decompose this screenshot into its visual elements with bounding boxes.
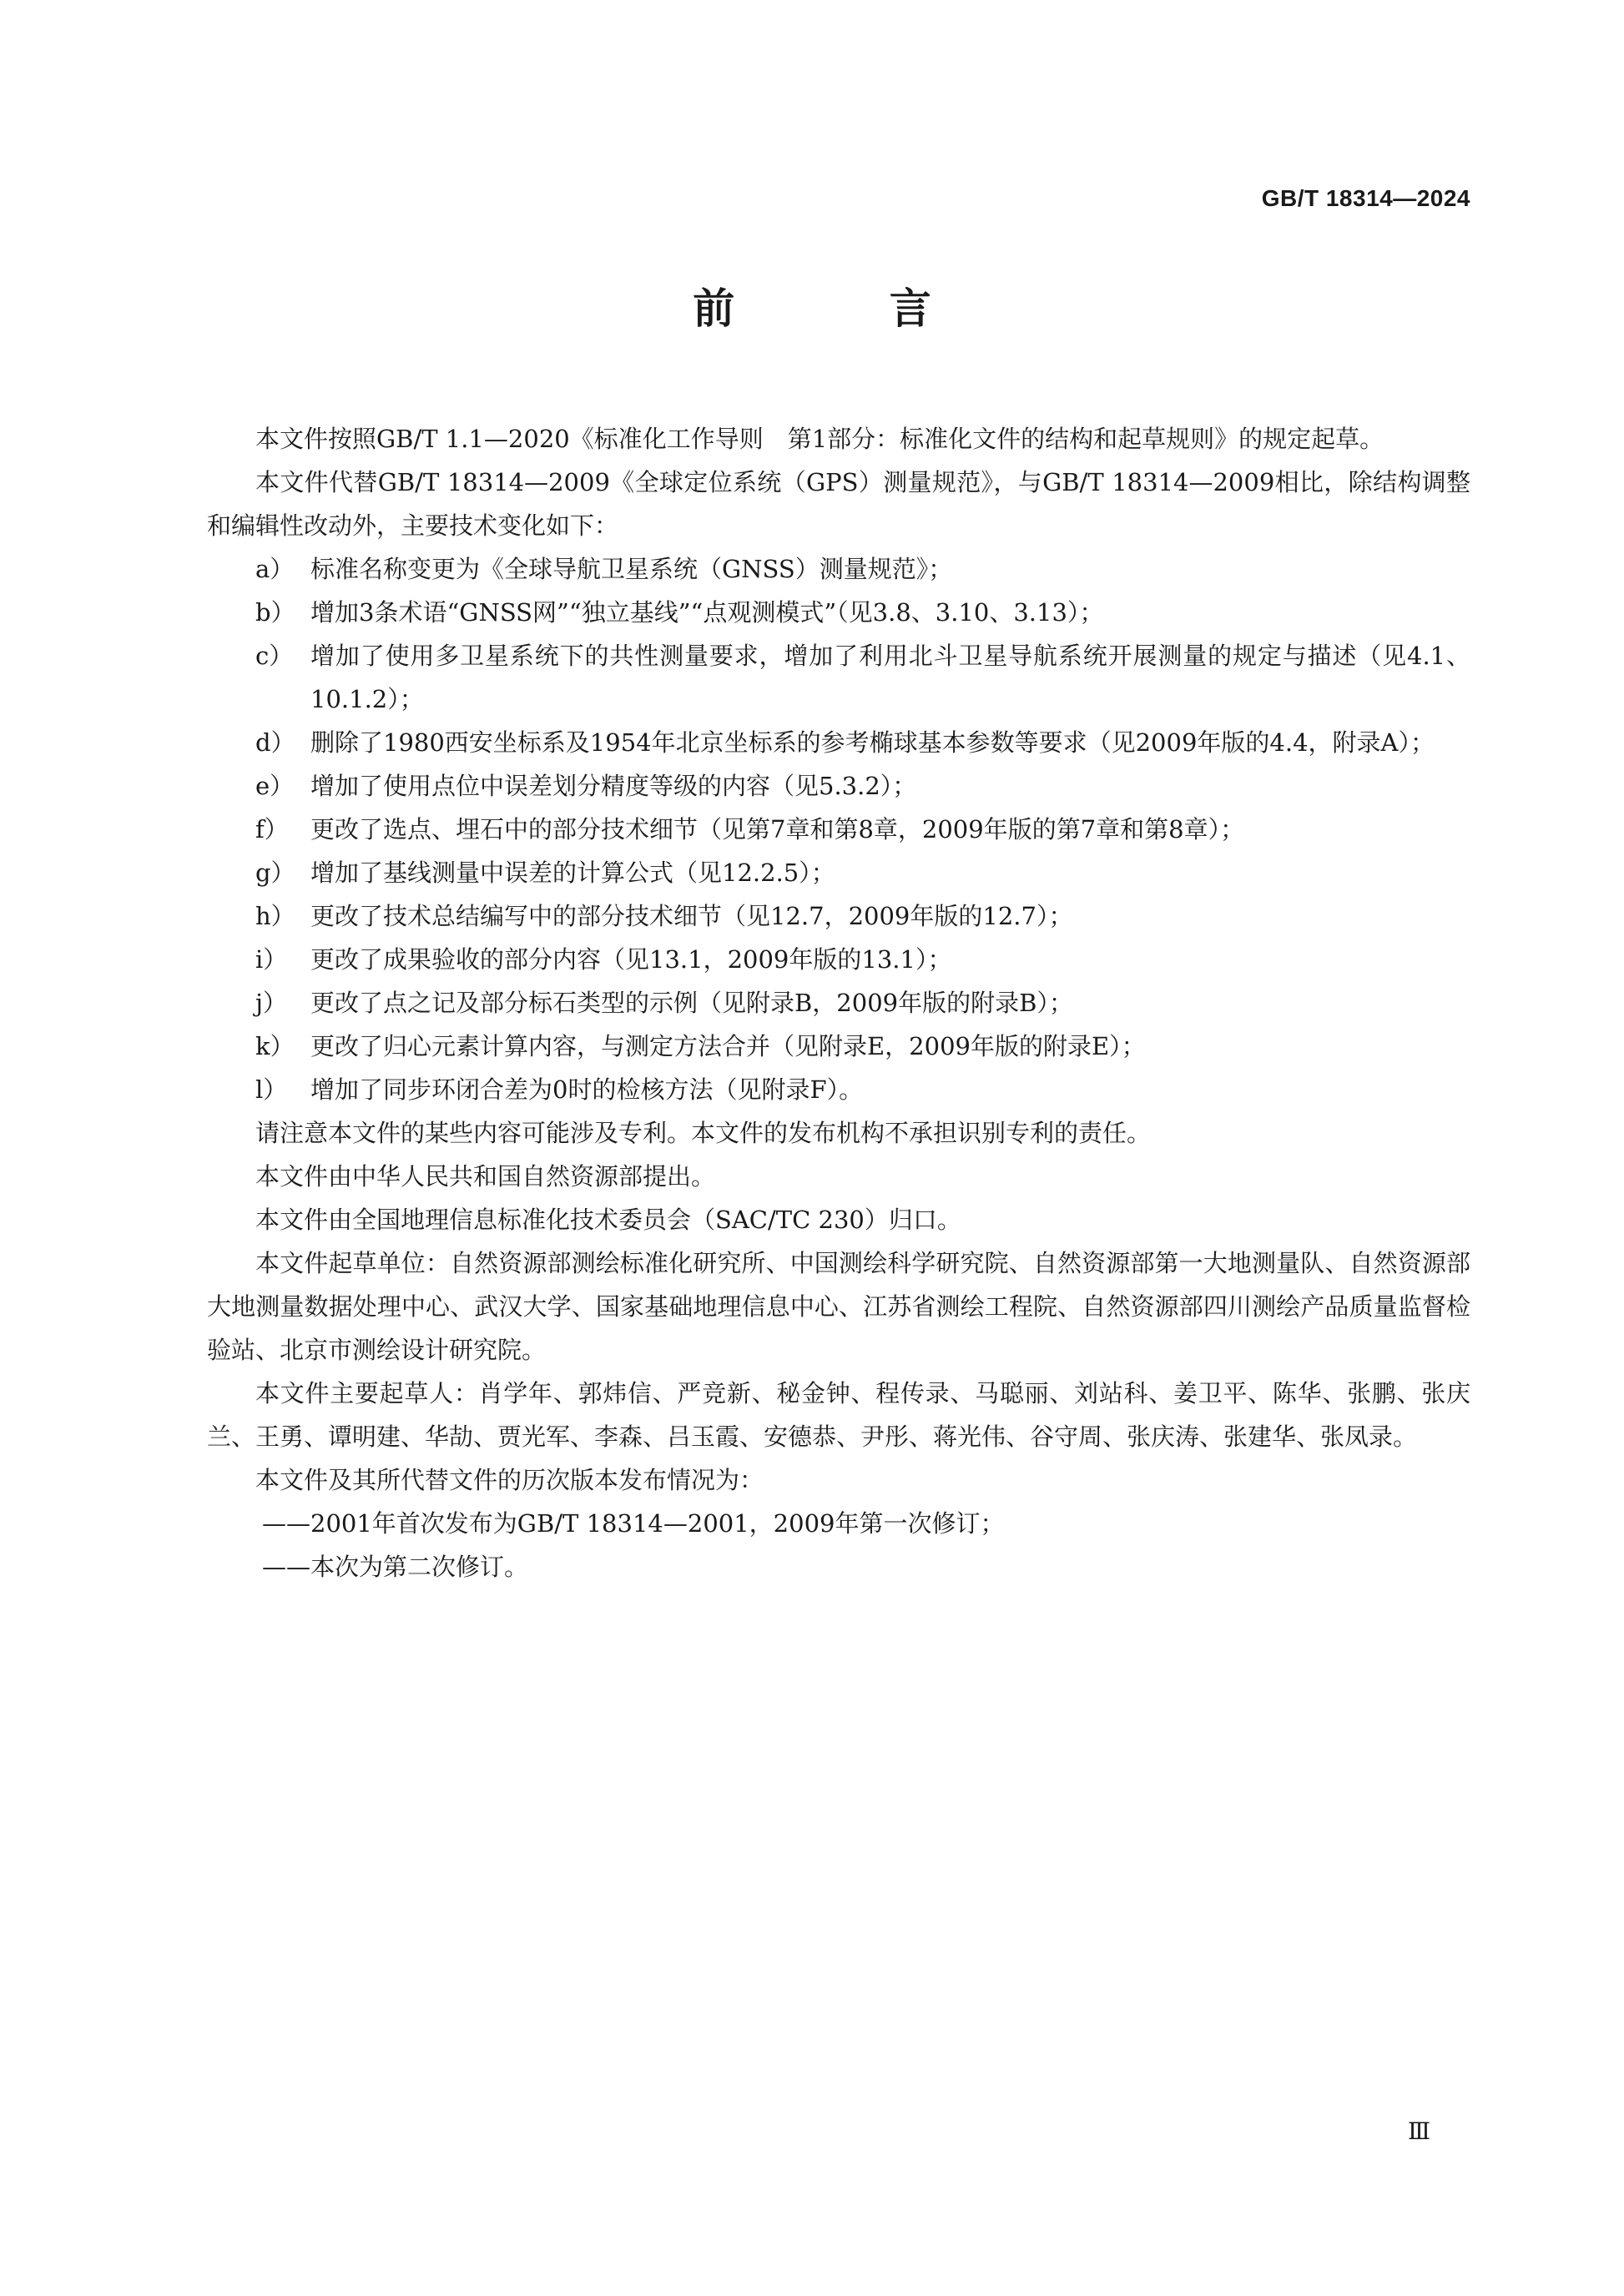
- list-item: [207, 721, 1470, 764]
- list-item: [207, 938, 1470, 981]
- list-item-text: 删除了1980西安坐标系及1954年北京坐标系的参考椭球基本参数等要求（见2009年版的4.4，附录A）；: [310, 728, 1435, 757]
- list-item-text: 增加了同步环闭合差为0时的检核方法（见附录F）。: [310, 1075, 864, 1104]
- list-marker: g）: [255, 858, 295, 887]
- list-item: [207, 634, 1470, 721]
- list-item-text: 更改了归心元素计算内容，与测定方法合并（见附录E，2009年版的附录E）；: [310, 1032, 1146, 1060]
- list-item: [207, 764, 1470, 808]
- list-item-text: 更改了技术总结编写中的部分技术细节（见12.7，2009年版的12.7）；: [310, 902, 1073, 930]
- history-item: ——2001年首次发布为GB/T 18314—2001，2009年第一次修订；: [262, 1509, 1005, 1538]
- list-marker: f）: [255, 815, 289, 843]
- paragraph-proposer: 本文件由中华人民共和国自然资源部提出。: [255, 1162, 716, 1191]
- paragraph-drafting-units: 本文件起草单位：自然资源部测绘标准化研究所、中国测绘科学研究院、自然资源部第一大地测量队、自然资源部大地测量数据处理中心、武汉大学、国家基础地理信息中心、江苏省测绘工程院、自然资源部四川测绘产品质量监督检验站、北京市测绘设计研究院。: [207, 1249, 1470, 1364]
- list-item: [207, 591, 1470, 634]
- list-item-text: 更改了点之记及部分标石类型的示例（见附录B，2009年版的附录B）；: [310, 989, 1073, 1017]
- list-item-text: 更改了选点、埋石中的部分技术细节（见第7章和第8章，2009年版的第7章和第8章）；: [310, 815, 1245, 843]
- list-marker: h）: [255, 902, 295, 930]
- list-item-text: 增加了基线测量中误差的计算公式（见12.2.5）；: [310, 858, 835, 887]
- list-item-text: 增加了使用多卫星系统下的共性测量要求，增加了利用北斗卫星导航系统开展测量的规定与描述（见4.1、10.1.2）；: [310, 642, 1470, 713]
- list-item-text: 增加3条术语“GNSS网”“独立基线”“点观测模式”（见3.8、3.10、3.13）；: [310, 598, 1104, 627]
- list-marker: j）: [255, 989, 287, 1017]
- list-item: [207, 547, 1470, 591]
- paragraph-replacement: 本文件代替GB/T 18314—2009《全球定位系统（GPS）测量规范》，与GB/T 18314—2009相比，除结构调整和编辑性改动外，主要技术变化如下：: [207, 468, 1470, 540]
- paragraph-technical-committee: 本文件由全国地理信息标准化技术委员会（SAC/TC 230）归口。: [255, 1206, 961, 1234]
- list-item: [207, 1025, 1470, 1068]
- list-marker: b）: [255, 598, 295, 627]
- standard-code: GB/T 18314—2024: [1261, 185, 1470, 211]
- preface-body: [207, 417, 1470, 1589]
- changes-list: [207, 547, 1470, 1111]
- list-item-text: 更改了成果验收的部分内容（见13.1，2009年版的13.1）；: [310, 945, 952, 974]
- page-title: 前 言: [693, 284, 1001, 333]
- list-marker: i）: [255, 945, 288, 974]
- list-item: [207, 808, 1470, 851]
- list-item-text: 标准名称变更为《全球导航卫星系统（GNSS）测量规范》；: [310, 555, 953, 583]
- paragraph-drafting-rules: 本文件按照GB/T 1.1—2020《标准化工作导则 第1部分：标准化文件的结构和起草规则》的规定起草。: [255, 425, 1384, 453]
- history-item: ——本次为第二次修订。: [262, 1553, 529, 1581]
- list-marker: e）: [255, 772, 295, 800]
- paragraph-drafters: 本文件主要起草人：肖学年、郭炜信、严竞新、秘金钟、程传录、马聪丽、刘站科、姜卫平、陈华、张鹏、张庆兰、王勇、谭明建、华劼、贾光军、李森、吕玉霞、安德恭、尹彤、蒋光伟、谷守周、张庆涛、张建华、张凤录。: [207, 1379, 1470, 1451]
- list-marker: l）: [255, 1075, 288, 1104]
- list-marker: a）: [255, 555, 295, 583]
- list-item: [207, 981, 1470, 1025]
- list-item-text: 增加了使用点位中误差划分精度等级的内容（见5.3.2）；: [310, 772, 917, 800]
- paragraph-patent-notice: 请注意本文件的某些内容可能涉及专利。本文件的发布机构不承担识别专利的责任。: [255, 1119, 1152, 1147]
- list-item: [207, 894, 1470, 938]
- list-marker: c）: [255, 642, 294, 670]
- page-number: Ⅲ: [1407, 2117, 1430, 2145]
- list-item: [207, 851, 1470, 894]
- list-marker: d）: [255, 728, 295, 757]
- list-marker: k）: [255, 1032, 295, 1060]
- paragraph-history-intro: 本文件及其所代替文件的历次版本发布情况为：: [255, 1466, 764, 1494]
- list-item: [207, 1068, 1470, 1111]
